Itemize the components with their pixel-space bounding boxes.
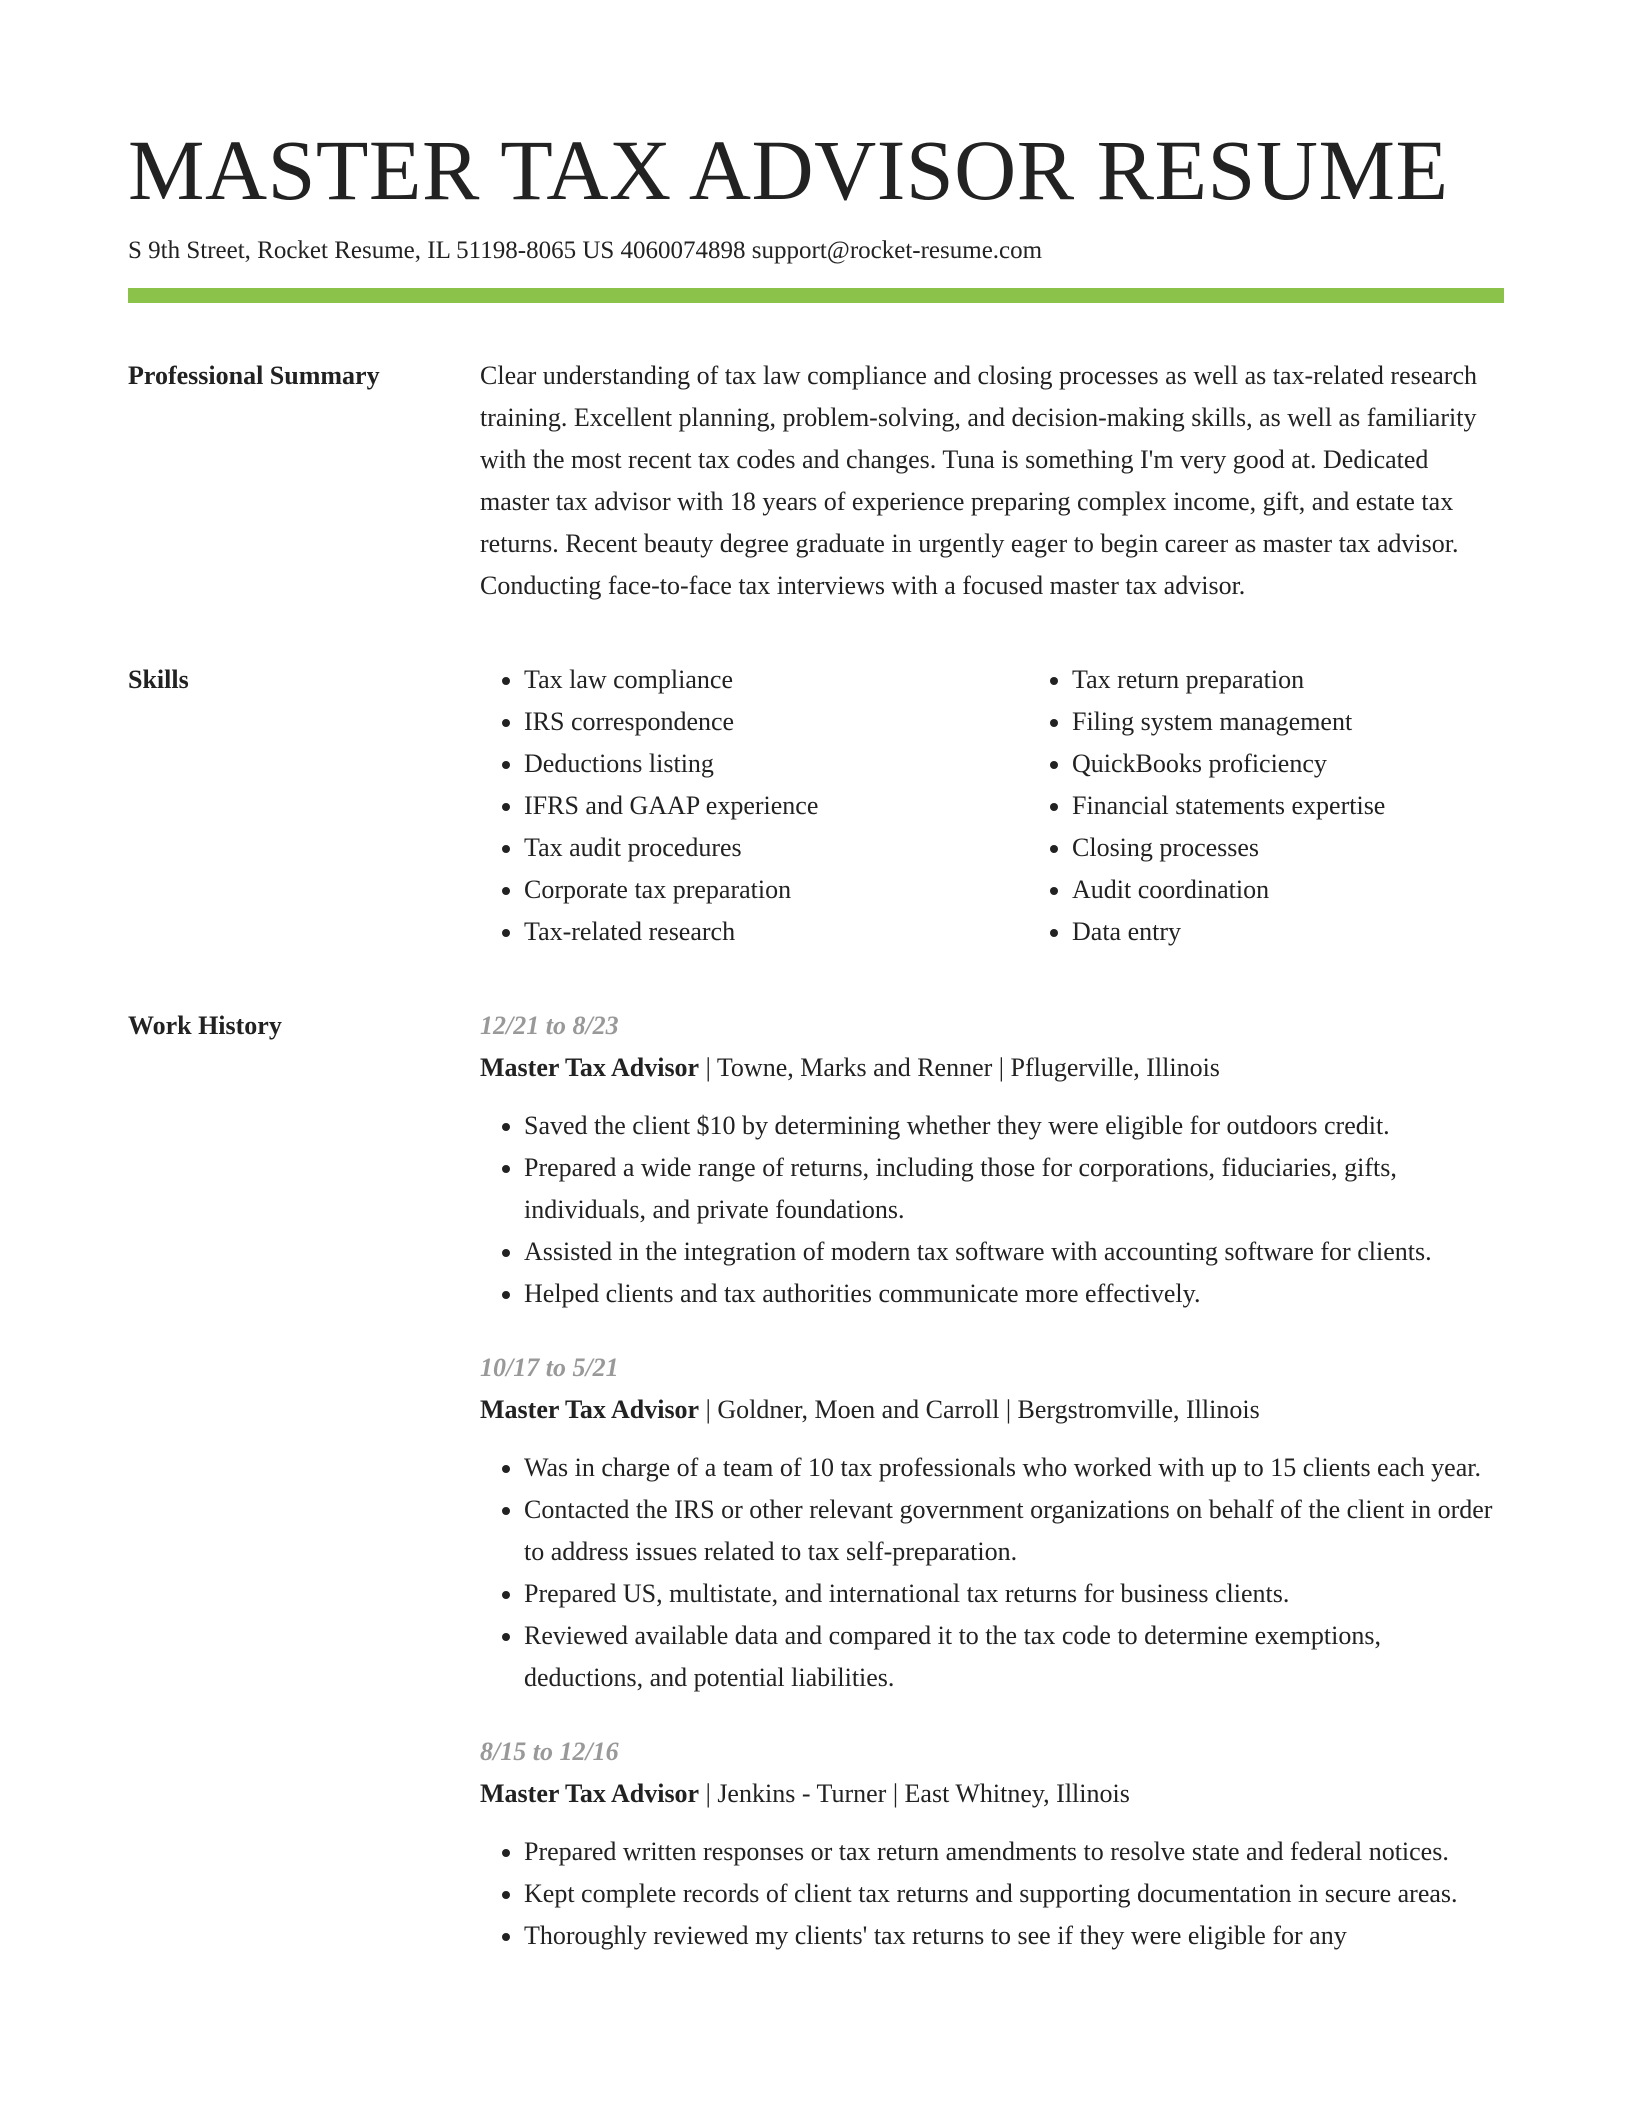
skill-item: • Closing processes (1072, 827, 1576, 869)
skill-item: • Tax law compliance (524, 659, 1028, 701)
job-bullet: • Prepared a wide range of returns, including those for corporations, fiduciaries, gifts, individuals, and private foundations. (524, 1147, 1504, 1231)
section-label-work-history: Work History (128, 1011, 282, 1040)
job-bullet-list (480, 1105, 1504, 1315)
skills-grid (480, 659, 1576, 953)
skill-item: • Audit coordination (1072, 869, 1576, 911)
job-heading (480, 1389, 1504, 1431)
contact-line: S 9th Street, Rocket Resume, IL 51198-8065 US 4060074898 support@rocket-resume.com (128, 237, 1043, 264)
accent-divider (128, 288, 1504, 303)
resume-title: MASTER TAX ADVISOR RESUME (128, 122, 1449, 218)
job-bullet-list (480, 1831, 1504, 1957)
job-bullet: • Saved the client $10 by determining whether they were eligible for outdoors credit. (524, 1105, 1504, 1147)
summary-text: Clear understanding of tax law compliance and closing processes as well as tax-related research training. Excellent planning, problem-solving, and decision-making skills, as well as familiarity with the most recent tax codes and changes. Tuna is something I'm very good at. Dedicated master tax advisor with 18 years of experience preparing complex income, gift, and estate tax returns. Recent beauty degree graduate in urgently eager to begin career as master tax advisor. Conducting face-to-face tax interviews with a focused master tax advisor. (480, 361, 1478, 600)
job-bullet: • Thoroughly reviewed my clients' tax returns to see if they were eligible for any (524, 1915, 1504, 1957)
job-bullet: • Contacted the IRS or other relevant government organizations on behalf of the client in order to address issues related to tax self-preparation. (524, 1489, 1504, 1573)
job-role: Master Tax Advisor (480, 1395, 700, 1424)
professional-summary-section (128, 355, 1504, 607)
skills-column-right (1028, 659, 1576, 953)
skill-item: • Filing system management (1072, 701, 1576, 743)
job-bullet: • Assisted in the integration of modern tax software with accounting software for clients. (524, 1231, 1504, 1273)
section-label-summary: Professional Summary (128, 361, 380, 390)
job-details: | Jenkins - Turner | East Whitney, Illinois (699, 1779, 1130, 1808)
summary-body (480, 355, 1504, 607)
job-entry (480, 1731, 1504, 1957)
skills-section (128, 659, 1504, 953)
job-dates: 8/15 to 12/16 (480, 1737, 619, 1766)
skill-item: • Corporate tax preparation (524, 869, 1028, 911)
skill-item: • QuickBooks proficiency (1072, 743, 1576, 785)
job-dates: 12/21 to 8/23 (480, 1011, 619, 1040)
job-dates: 10/17 to 5/21 (480, 1353, 619, 1382)
skill-item: • Tax audit procedures (524, 827, 1028, 869)
job-entry (480, 1347, 1504, 1699)
work-history-section (128, 1005, 1504, 1989)
resume-page (128, 118, 1504, 1989)
skill-item: • Deductions listing (524, 743, 1028, 785)
skill-item: • Tax return preparation (1072, 659, 1576, 701)
skill-item: • Data entry (1072, 911, 1576, 953)
job-bullet: • Prepared US, multistate, and international tax returns for business clients. (524, 1573, 1504, 1615)
skill-item: • Financial statements expertise (1072, 785, 1576, 827)
job-bullet-list (480, 1447, 1504, 1699)
work-history-body (480, 1005, 1504, 1989)
job-bullet: • Kept complete records of client tax returns and supporting documentation in secure areas. (524, 1873, 1504, 1915)
job-role: Master Tax Advisor (480, 1053, 700, 1082)
job-role: Master Tax Advisor (480, 1779, 700, 1808)
job-bullet: • Reviewed available data and compared it to the tax code to determine exemptions, deductions, and potential liabilities. (524, 1615, 1504, 1699)
job-details: | Goldner, Moen and Carroll | Bergstromville, Illinois (699, 1395, 1260, 1424)
skills-column-left (480, 659, 1028, 953)
job-bullet: • Helped clients and tax authorities communicate more effectively. (524, 1273, 1504, 1315)
skills-body (480, 659, 1576, 953)
job-heading (480, 1773, 1504, 1815)
job-heading (480, 1047, 1504, 1089)
skill-item: • IRS correspondence (524, 701, 1028, 743)
skill-item: • Tax-related research (524, 911, 1028, 953)
section-label-skills: Skills (128, 665, 189, 694)
job-bullet: • Was in charge of a team of 10 tax professionals who worked with up to 15 clients each year. (524, 1447, 1504, 1489)
job-details: | Towne, Marks and Renner | Pflugerville, Illinois (699, 1053, 1220, 1082)
job-bullet: • Prepared written responses or tax return amendments to resolve state and federal notices. (524, 1831, 1504, 1873)
skill-item: • IFRS and GAAP experience (524, 785, 1028, 827)
job-entry (480, 1005, 1504, 1315)
